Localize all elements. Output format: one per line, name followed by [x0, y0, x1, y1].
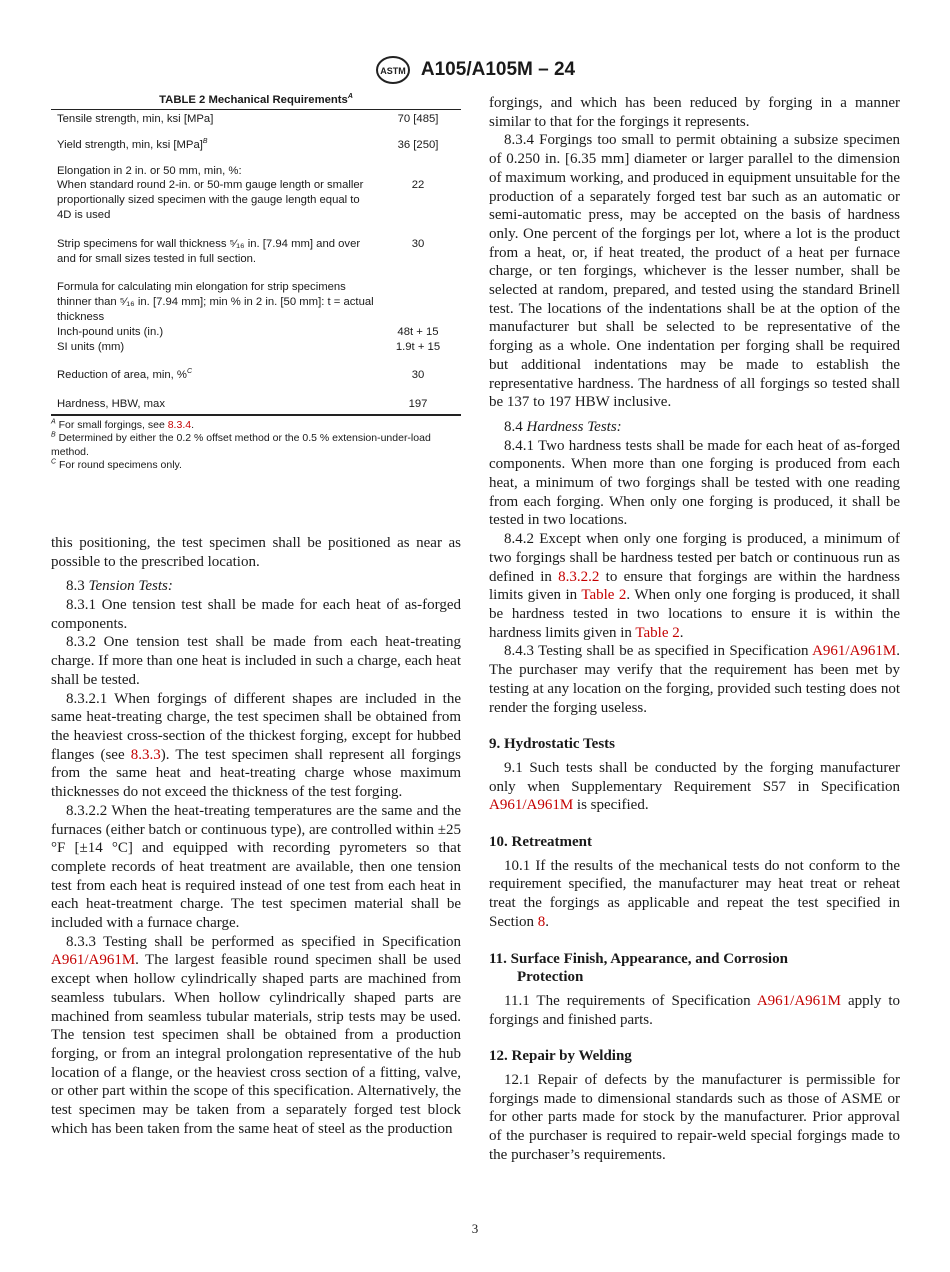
- footnote-c: $^C$ For round specimens only.: [51, 458, 182, 472]
- link-8-3-3[interactable]: 8.3.3: [130, 746, 161, 763]
- page-header: [0, 55, 950, 85]
- paragraph: 8.3.3 Testing shall be performed as specified in Specification A961/A961M. The largest feasible round specimen shall be used except when hollow cylindrically shaped parts are machined from seamless tubulars. When hollow cylindrically shaped parts are machined from seamless tubular materials, strip tests may be used. The tension test specimen shall be obtained from a production forging, or from an integral prolongation representative of the hub location of a flange, or the heaviest cross section of a fitting, valve, or other part within the scope of this specification. Alternatively, the test specimen may be taken from a separately forged test block which has been taken from the same heat of steel as the production: [51, 933, 461, 1137]
- link-8-3-2-2[interactable]: 8.3.2.2: [558, 568, 600, 585]
- link-table-2[interactable]: Table 2: [635, 624, 680, 641]
- section-8-3-heading: 8.3 Tension Tests:: [66, 578, 173, 595]
- paragraph: 10.1 If the results of the mechanical tests do not conform to the requirement specified, the manufacturer may heat treat or reheat treat the forgings as applicable and repeat the test specified in Section 8.: [489, 857, 900, 930]
- footnote-b: $^B$ Determined by either the 0.2 % offset method or the 0.5 % extension-under-load method.: [51, 431, 431, 458]
- paragraph: 8.3.1 One tension test shall be made for each heat of as-forged components.: [51, 597, 461, 632]
- paragraph: 9.1 Such tests shall be conducted by the forging manufacturer only when Supplementary Requirement S57 in Specification A961/A961M is specified.: [489, 759, 900, 814]
- section-heading-11-cont: Protection: [517, 969, 584, 986]
- table-title: TABLE 2 Mechanical Requirements$^A$: [159, 93, 353, 106]
- footnote-a: $^A$ For small forgings, see 8.3.4.: [51, 418, 194, 431]
- table-row: Inch-pound units (in.) 48t + 15: [57, 325, 439, 338]
- paragraph: this positioning, the test specimen shall be positioned as near as possible to the prescribed location.: [51, 534, 461, 570]
- section-heading-10: 10. Retreatment: [489, 834, 593, 851]
- table-row: SI units (mm) 1.9t + 15: [57, 340, 441, 353]
- section-heading-9: 9. Hydrostatic Tests: [489, 736, 615, 753]
- logo-text: ASTM: [380, 66, 406, 76]
- table-row: When standard round 2-in. or 50-mm gauge length or smaller proportionally sized specimen with the gauge length equal to 4D is used 22: [57, 179, 425, 221]
- left-column: [51, 90, 461, 1138]
- page-number: 3: [471, 1221, 479, 1236]
- paragraph: 12.1 Repair of defects by the manufacturer is permissible for forgings made to dimensional standards such as those of ASME or for other parts made for stock by the manufacturer. Prior approval of the purchaser is required to repair-weld special forgings made to the purchaser’s requirements.: [489, 1072, 900, 1163]
- link-a961[interactable]: A961/A961M: [812, 643, 897, 660]
- standard-title: A105/A105M – 24: [420, 59, 576, 80]
- paragraph: 8.3.2 One tension test shall be made from each heat-treating charge. If more than one heat is included in such a charge, each heat shall be tested.: [51, 634, 461, 688]
- table-row: Reduction of area, min, %$^C$ 30: [57, 368, 425, 382]
- mechanical-requirements-table: [51, 109, 461, 416]
- paragraph: 11.1 The requirements of Specification A961/A961M apply to forgings and finished parts.: [489, 992, 900, 1028]
- right-column: [489, 94, 900, 1165]
- left-body-text: [51, 534, 461, 1139]
- section-8-4-heading: 8.4 Hardness Tests:: [504, 418, 622, 435]
- table-row: Elongation in 2 in. or 50 mm, min, %:: [57, 164, 242, 177]
- link-section-8[interactable]: 8: [537, 913, 546, 930]
- table-row: Formula for calculating min elongation for strip specimens thinner than ⁵⁄₁₆ in. [7.94 mm]; min % in 2 in. [50 mm]: t = actual thickness: [57, 281, 374, 323]
- astm-logo-icon: [375, 55, 411, 85]
- paragraph: 8.3.2.2 When the heat-treating temperatures are the same and the furnaces (either batch or continuous type), are controlled within ±25 °F [±14 °C] and equipped with recording pyrometers so that complete records of heat treatment are available, then one tension test from each heat is required instead of one test from each heat in each heat-treatment charge. The test specimen material shall be included with a furnace charge.: [51, 802, 461, 932]
- paragraph: forgings, and which has been reduced by forging in a manner similar to that for the forgings it represents.: [489, 95, 900, 130]
- paragraph: 8.3.4 Forgings too small to permit obtaining a subsize specimen of 0.250 in. [6.35 mm] diameter or larger parallel to the dimension of maximum working, and produced in equipment unsuitable for the production of a separately forged test bar such as an automatic or semi-automatic press, may be accepted on the basis of hardness only. One percent of the forgings per lot, where a lot is the product from a heat, or, if heat treated, the product of a heat per furnace charge, or ten forgings, whichever is the lesser number, shall be selected at random, prepared, and tested using the standard Brinell test. The locations of the indentations shall be at the option of the manufacturer but shall be selected to be representative of the forging as a whole. One indentation per forging shall be required but additional indentations may be made to establish the representative hardness. The hardness of all forgings so tested shall be 137 to 197 HBW inclusive.: [489, 132, 900, 411]
- table-row: Yield strength, min, ksi [MPa]$^B$ 36 [250]: [57, 138, 439, 151]
- table-footnotes: [51, 419, 461, 473]
- table-row: Tensile strength, min, ksi [MPa] 70 [485]: [57, 113, 439, 125]
- section-heading-11: 11. Surface Finish, Appearance, and Corrosion: [489, 950, 788, 967]
- table-row: Hardness, HBW, max 197: [57, 398, 428, 411]
- link-8-3-4[interactable]: 8.3.4: [167, 418, 192, 431]
- table-row: Strip specimens for wall thickness ⁵⁄₁₆ in. [7.94 mm] and over and for small sizes tested in full section. 30: [57, 237, 425, 265]
- paragraph: 8.4.1 Two hardness tests shall be made for each heat of as-forged components. When more than one forging is produced from each heat, a minimum of two forgings shall be tested with one reading from each forging. When only one forging is produced, it shall be tested in two locations.: [489, 437, 900, 529]
- link-a961[interactable]: A961/A961M: [756, 992, 842, 1009]
- paragraph: 8.4.2 Except when only one forging is produced, a minimum of two forgings shall be hardness tested per batch or continuous run as defined in 8.3.2.2 to ensure that forgings are within the hardness limits given in Table 2. When only one forging is produced, it shall be hardness tested in two locations to ensure it is within the hardness limits given in Table 2.: [489, 531, 900, 641]
- link-a961[interactable]: A961/A961M: [489, 797, 574, 814]
- paragraph: 8.4.3 Testing shall be as specified in Specification A961/A961M. The purchaser may verify that the requirement has been met by testing at any location on the forging, provided such testing does not render the forging useless.: [489, 643, 900, 716]
- link-table-2[interactable]: Table 2: [581, 587, 627, 604]
- paragraph: 8.3.2.1 When forgings of different shapes are included in the same heat-treating charge, the test specimen shall be obtained from the heaviest cross-section of the thickest forging, except for hubbed flanges (see 8.3.3). The test specimen shall represent all forgings from the same heat and heat-treating charge whose maximum thicknesses do not exceed the thickness of the test forging.: [51, 690, 461, 801]
- section-heading-12: 12. Repair by Welding: [489, 1048, 632, 1065]
- link-a961[interactable]: A961/A961M: [51, 952, 136, 969]
